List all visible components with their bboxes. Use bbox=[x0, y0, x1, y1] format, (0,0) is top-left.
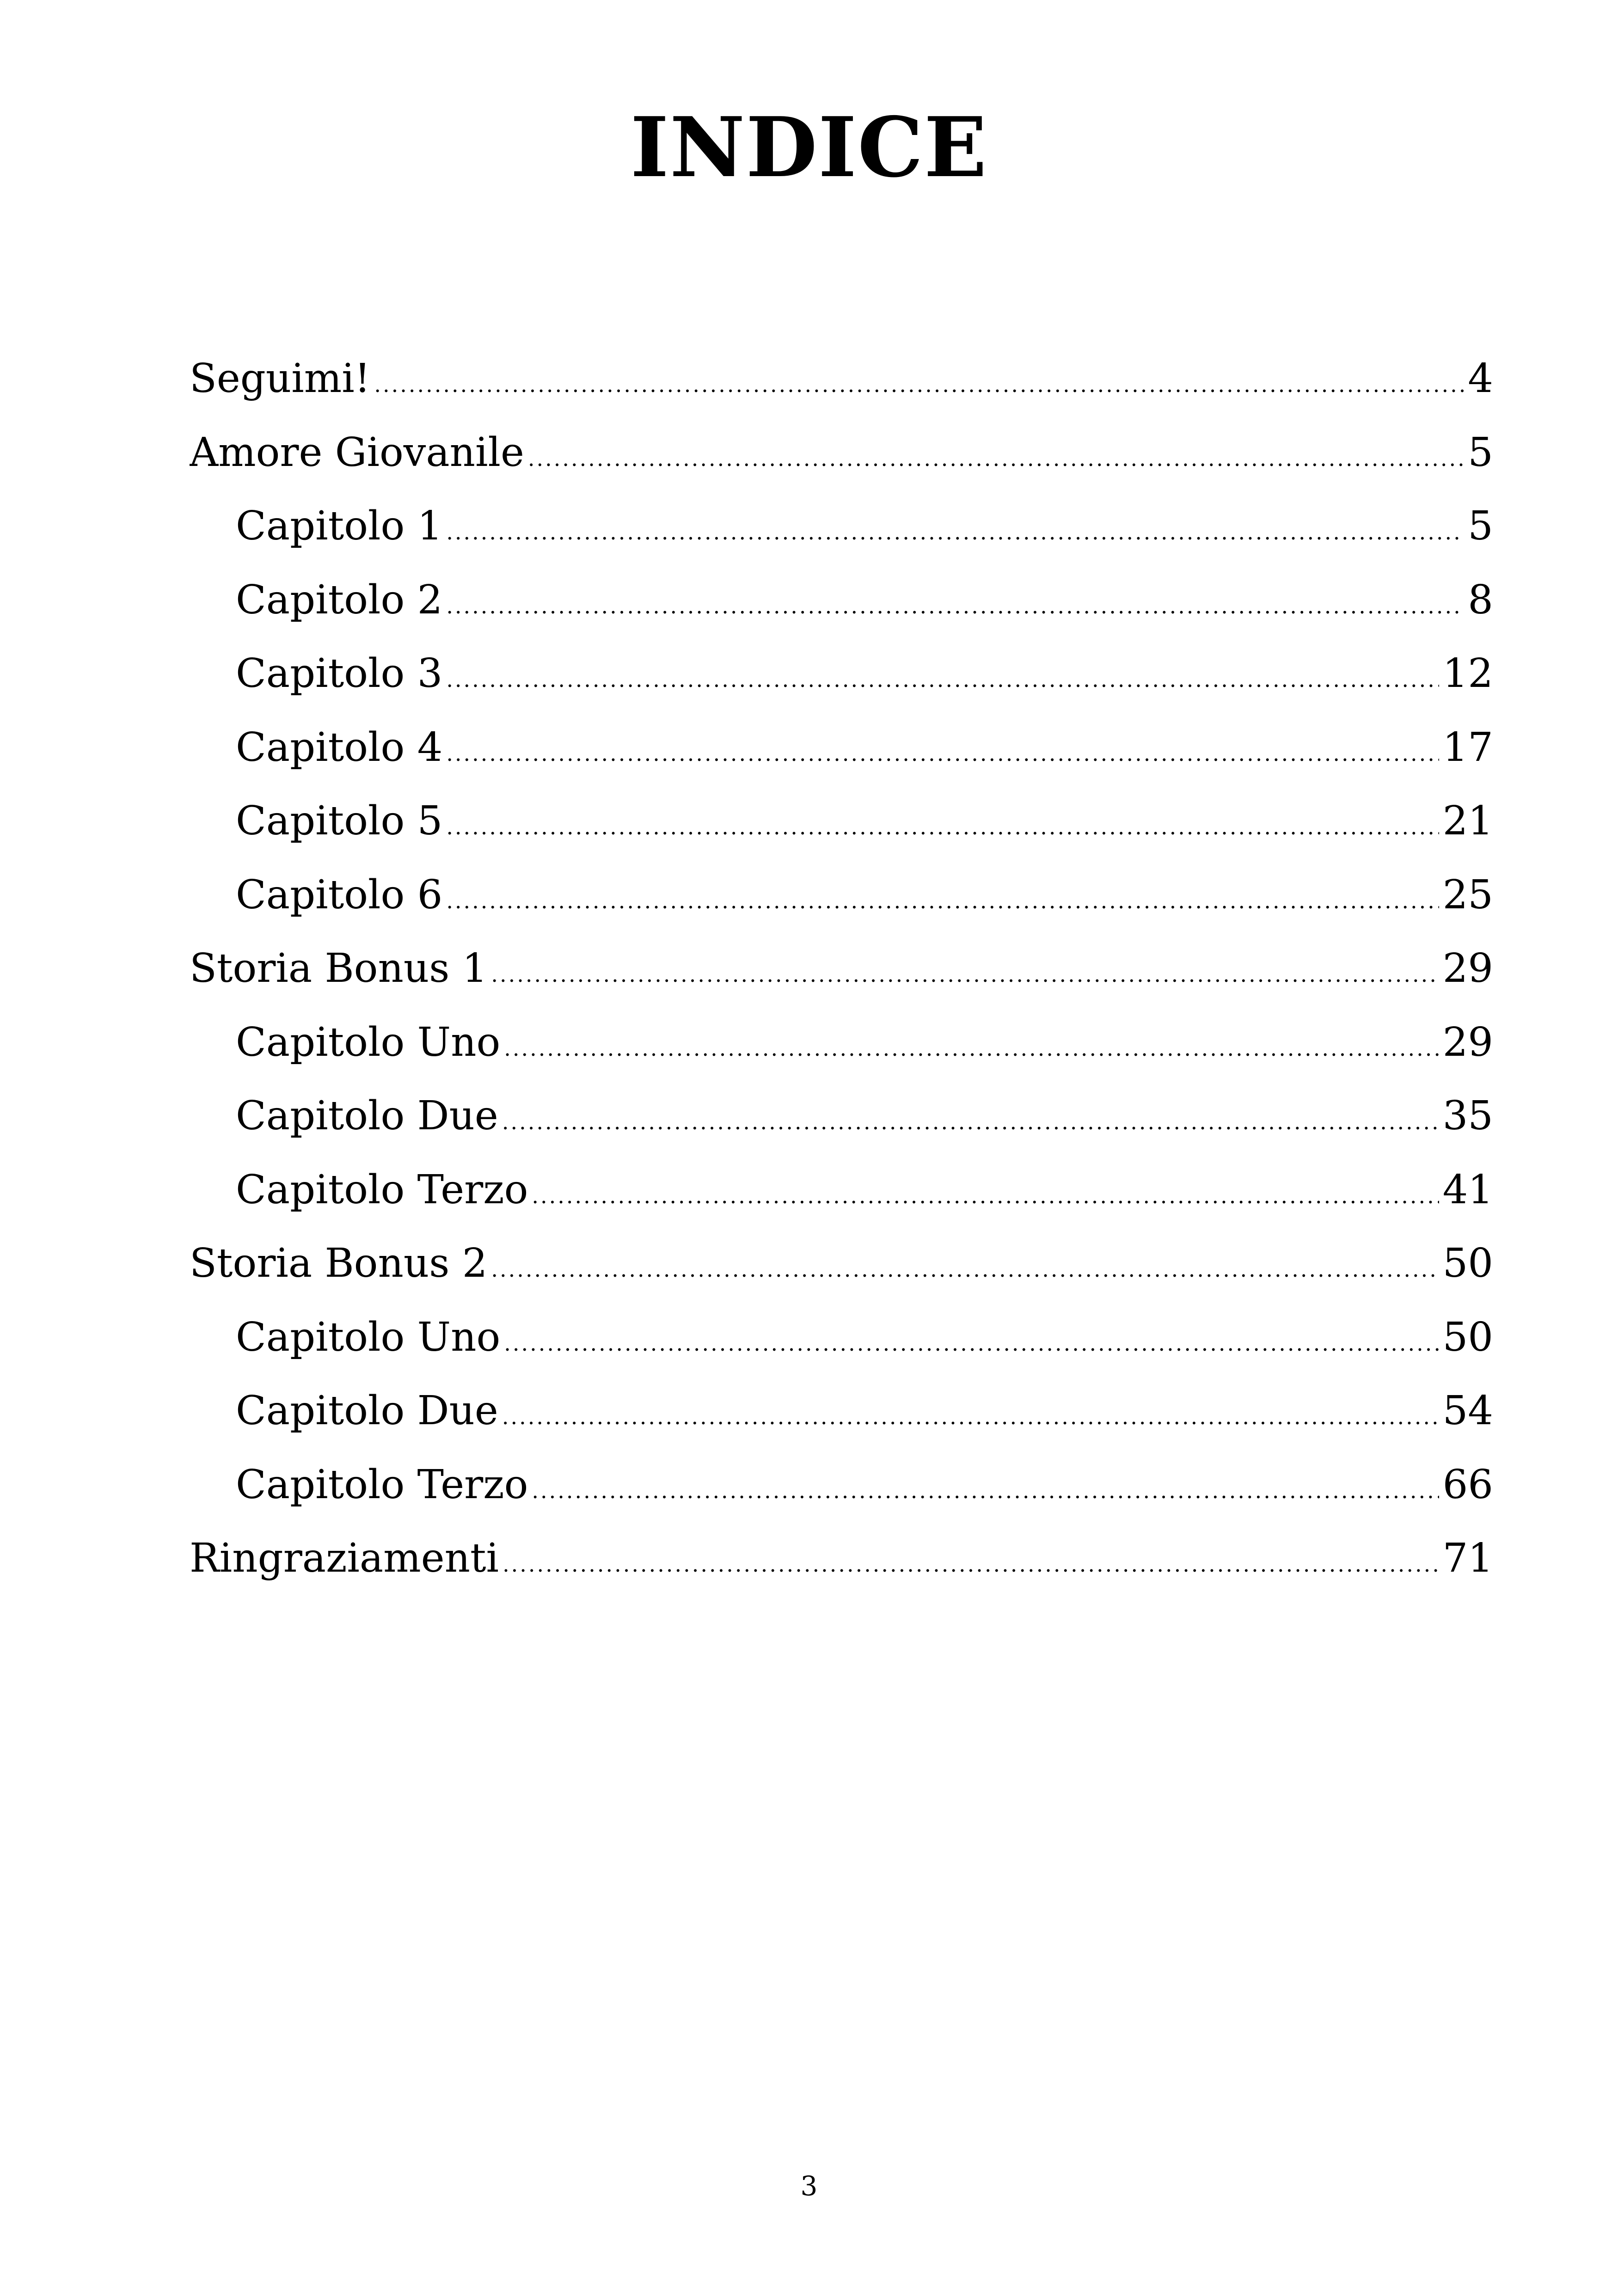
dot-leader bbox=[491, 938, 1439, 1006]
toc-entry-page: 21 bbox=[1442, 798, 1493, 844]
toc-entry[interactable] bbox=[190, 1522, 1493, 1596]
toc-entry-label: Capitolo 5 bbox=[236, 798, 443, 844]
dot-leader bbox=[503, 1528, 1439, 1596]
toc-entry-page: 25 bbox=[1442, 871, 1493, 918]
toc-entry-label: Capitolo Due bbox=[236, 1388, 498, 1434]
toc-entry-label: Capitolo Due bbox=[236, 1093, 498, 1139]
dot-leader bbox=[504, 1012, 1439, 1080]
dot-leader bbox=[528, 422, 1464, 490]
toc-entry-page: 29 bbox=[1442, 1019, 1493, 1065]
toc-entry[interactable] bbox=[190, 563, 1493, 637]
toc-entry-page: 5 bbox=[1468, 503, 1493, 549]
toc-entry[interactable] bbox=[190, 1227, 1493, 1301]
toc-entry-page: 5 bbox=[1468, 429, 1493, 476]
toc-entry-page: 35 bbox=[1442, 1093, 1493, 1139]
dot-leader bbox=[446, 496, 1464, 563]
toc-entry-label: Storia Bonus 2 bbox=[190, 1240, 488, 1286]
dot-leader bbox=[446, 717, 1439, 785]
dot-leader bbox=[532, 1454, 1439, 1522]
table-of-contents bbox=[190, 342, 1493, 1596]
dot-leader bbox=[374, 348, 1464, 416]
toc-entry-page: 4 bbox=[1468, 355, 1493, 402]
dot-leader bbox=[504, 1307, 1439, 1375]
toc-entry-page: 8 bbox=[1468, 576, 1493, 623]
toc-entry-page: 66 bbox=[1442, 1461, 1493, 1508]
toc-entry-label: Capitolo 6 bbox=[236, 871, 443, 918]
toc-entry-label: Capitolo Uno bbox=[236, 1019, 501, 1065]
dot-leader bbox=[532, 1159, 1439, 1227]
toc-entry[interactable] bbox=[190, 342, 1493, 416]
toc-entry[interactable] bbox=[190, 784, 1493, 858]
toc-entry-label: Ringraziamenti bbox=[190, 1535, 499, 1581]
toc-entry[interactable] bbox=[190, 711, 1493, 785]
toc-entry[interactable] bbox=[190, 1448, 1493, 1522]
toc-entry-label: Capitolo 3 bbox=[236, 650, 443, 697]
toc-entry[interactable] bbox=[190, 1374, 1493, 1448]
toc-entry[interactable] bbox=[190, 416, 1493, 490]
dot-leader bbox=[446, 864, 1439, 932]
toc-entry-label: Capitolo Terzo bbox=[236, 1461, 528, 1508]
toc-entry-label: Capitolo 4 bbox=[236, 724, 443, 771]
dot-leader bbox=[446, 790, 1439, 858]
toc-entry-label: Amore Giovanile bbox=[190, 429, 524, 476]
page-title: INDICE bbox=[630, 99, 988, 196]
toc-entry[interactable] bbox=[190, 490, 1493, 563]
toc-entry[interactable] bbox=[190, 1079, 1493, 1153]
dot-leader bbox=[491, 1233, 1439, 1301]
toc-entry-label: Capitolo Uno bbox=[236, 1314, 501, 1360]
toc-entry-page: 17 bbox=[1442, 724, 1493, 771]
toc-entry-page: 41 bbox=[1442, 1166, 1493, 1213]
toc-entry[interactable] bbox=[190, 1006, 1493, 1080]
dot-leader bbox=[502, 1085, 1439, 1153]
toc-entry-page: 29 bbox=[1442, 945, 1493, 992]
toc-entry-page: 50 bbox=[1442, 1240, 1493, 1286]
dot-leader bbox=[446, 569, 1464, 637]
toc-entry-label: Capitolo Terzo bbox=[236, 1166, 528, 1213]
toc-entry-page: 54 bbox=[1442, 1388, 1493, 1434]
toc-entry[interactable] bbox=[190, 932, 1493, 1006]
page-number: 3 bbox=[800, 2170, 818, 2202]
toc-entry-label: Capitolo 2 bbox=[236, 576, 443, 623]
toc-entry-label: Seguimi! bbox=[190, 355, 371, 402]
toc-entry-page: 50 bbox=[1442, 1314, 1493, 1360]
dot-leader bbox=[446, 643, 1439, 711]
toc-entry-page: 12 bbox=[1442, 650, 1493, 697]
toc-entry[interactable] bbox=[190, 1153, 1493, 1227]
toc-entry-label: Capitolo 1 bbox=[236, 503, 443, 549]
toc-entry[interactable] bbox=[190, 858, 1493, 932]
toc-entry[interactable] bbox=[190, 1301, 1493, 1375]
toc-entry-page: 71 bbox=[1442, 1535, 1493, 1581]
toc-entry[interactable] bbox=[190, 637, 1493, 711]
dot-leader bbox=[502, 1380, 1439, 1448]
toc-entry-label: Storia Bonus 1 bbox=[190, 945, 488, 992]
